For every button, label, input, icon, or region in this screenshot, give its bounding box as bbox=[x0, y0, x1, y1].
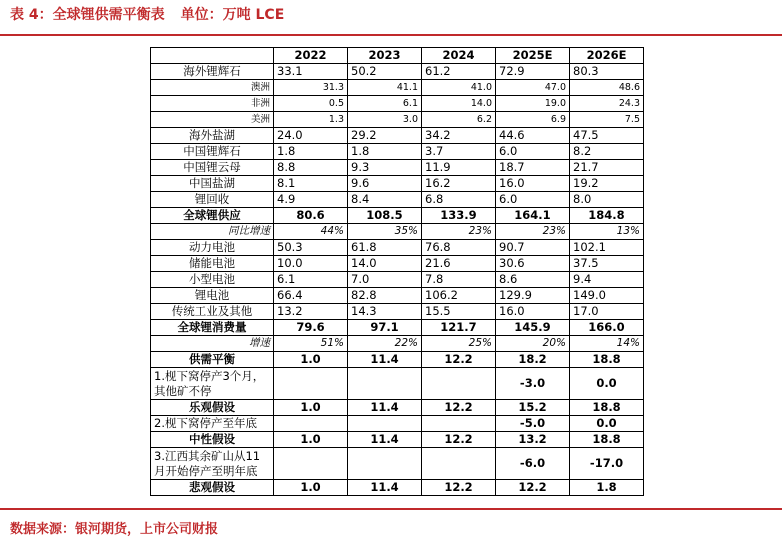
value-cell: 1.8 bbox=[274, 144, 348, 160]
value-cell bbox=[274, 448, 348, 480]
value-cell: 145.9 bbox=[496, 320, 570, 336]
value-cell: 16.2 bbox=[422, 176, 496, 192]
value-cell bbox=[348, 368, 422, 400]
header-row bbox=[151, 48, 644, 64]
value-cell: 6.9 bbox=[496, 112, 570, 128]
row-label: 悲观假设 bbox=[151, 480, 274, 496]
value-cell: 6.1 bbox=[274, 272, 348, 288]
value-cell: -17.0 bbox=[570, 448, 644, 480]
header-cell-2023: 2023 bbox=[348, 48, 422, 64]
value-cell: 7.8 bbox=[422, 272, 496, 288]
supply-demand-table bbox=[150, 47, 644, 496]
value-cell: 47.5 bbox=[570, 128, 644, 144]
value-cell: 44% bbox=[274, 224, 348, 240]
row-label: 澳洲 bbox=[151, 80, 274, 96]
value-cell: 3.0 bbox=[348, 112, 422, 128]
value-cell bbox=[348, 416, 422, 432]
value-cell: 21.6 bbox=[422, 256, 496, 272]
value-cell: 102.1 bbox=[570, 240, 644, 256]
value-cell: 50.3 bbox=[274, 240, 348, 256]
table-row bbox=[151, 144, 644, 160]
value-cell: 13.2 bbox=[274, 304, 348, 320]
value-cell: 8.6 bbox=[496, 272, 570, 288]
table-row bbox=[151, 352, 644, 368]
value-cell: 24.3 bbox=[570, 96, 644, 112]
header-cell-2026e: 2026E bbox=[570, 48, 644, 64]
row-label: 乐观假设 bbox=[151, 400, 274, 416]
header-cell-empty bbox=[151, 48, 274, 64]
table-title: 表 4：全球锂供需平衡表 bbox=[10, 7, 165, 23]
value-cell: 18.7 bbox=[496, 160, 570, 176]
value-cell: 30.6 bbox=[496, 256, 570, 272]
value-cell: 61.8 bbox=[348, 240, 422, 256]
table-row bbox=[151, 192, 644, 208]
value-cell: 13.2 bbox=[496, 432, 570, 448]
row-label: 中国锂云母 bbox=[151, 160, 274, 176]
row-label: 同比增速 bbox=[151, 224, 274, 240]
source-note: 数据来源：银河期货，上市公司财报 bbox=[10, 522, 219, 537]
value-cell: 29.2 bbox=[348, 128, 422, 144]
value-cell: 82.8 bbox=[348, 288, 422, 304]
value-cell: 72.9 bbox=[496, 64, 570, 80]
value-cell: 1.0 bbox=[274, 432, 348, 448]
value-cell: 7.5 bbox=[570, 112, 644, 128]
table-row bbox=[151, 448, 644, 480]
value-cell: 23% bbox=[422, 224, 496, 240]
value-cell: 18.2 bbox=[496, 352, 570, 368]
row-label: 中国锂辉石 bbox=[151, 144, 274, 160]
value-cell: 0.0 bbox=[570, 416, 644, 432]
value-cell: 23% bbox=[496, 224, 570, 240]
value-cell: 31.3 bbox=[274, 80, 348, 96]
table-row bbox=[151, 128, 644, 144]
value-cell: 35% bbox=[348, 224, 422, 240]
value-cell: 6.8 bbox=[422, 192, 496, 208]
table-row bbox=[151, 416, 644, 432]
value-cell: 1.3 bbox=[274, 112, 348, 128]
value-cell: 17.0 bbox=[570, 304, 644, 320]
value-cell: 166.0 bbox=[570, 320, 644, 336]
value-cell: 7.0 bbox=[348, 272, 422, 288]
value-cell: 8.4 bbox=[348, 192, 422, 208]
value-cell: 12.2 bbox=[422, 480, 496, 496]
value-cell: 8.8 bbox=[274, 160, 348, 176]
value-cell: 4.9 bbox=[274, 192, 348, 208]
value-cell: 6.2 bbox=[422, 112, 496, 128]
row-label: 2.枧下窝停产至年底 bbox=[151, 416, 274, 432]
value-cell: 20% bbox=[496, 336, 570, 352]
value-cell: 149.0 bbox=[570, 288, 644, 304]
value-cell: 1.8 bbox=[348, 144, 422, 160]
value-cell: 41.0 bbox=[422, 80, 496, 96]
value-cell: 16.0 bbox=[496, 176, 570, 192]
header-cell-2024: 2024 bbox=[422, 48, 496, 64]
table-row bbox=[151, 432, 644, 448]
table-row bbox=[151, 400, 644, 416]
value-cell: 1.8 bbox=[570, 480, 644, 496]
table-row bbox=[151, 368, 644, 400]
table-row bbox=[151, 176, 644, 192]
value-cell: 6.0 bbox=[496, 144, 570, 160]
table-row bbox=[151, 112, 644, 128]
table-row bbox=[151, 208, 644, 224]
value-cell: 8.0 bbox=[570, 192, 644, 208]
row-label: 增速 bbox=[151, 336, 274, 352]
value-cell: 9.6 bbox=[348, 176, 422, 192]
value-cell: 0.0 bbox=[570, 368, 644, 400]
value-cell: 121.7 bbox=[422, 320, 496, 336]
value-cell: -3.0 bbox=[496, 368, 570, 400]
value-cell: 8.2 bbox=[570, 144, 644, 160]
value-cell: 19.2 bbox=[570, 176, 644, 192]
value-cell: 37.5 bbox=[570, 256, 644, 272]
value-cell: 14.0 bbox=[348, 256, 422, 272]
value-cell: 15.5 bbox=[422, 304, 496, 320]
table-row bbox=[151, 480, 644, 496]
value-cell: 13% bbox=[570, 224, 644, 240]
value-cell: 6.0 bbox=[496, 192, 570, 208]
row-label: 海外盐湖 bbox=[151, 128, 274, 144]
value-cell: 14.0 bbox=[422, 96, 496, 112]
value-cell: 80.3 bbox=[570, 64, 644, 80]
table-row bbox=[151, 240, 644, 256]
row-label: 海外锂辉石 bbox=[151, 64, 274, 80]
value-cell: 66.4 bbox=[274, 288, 348, 304]
table-row bbox=[151, 320, 644, 336]
value-cell: 18.8 bbox=[570, 432, 644, 448]
bottom-rule bbox=[0, 508, 782, 510]
value-cell: 133.9 bbox=[422, 208, 496, 224]
value-cell: 80.6 bbox=[274, 208, 348, 224]
row-label: 全球锂消费量 bbox=[151, 320, 274, 336]
value-cell: 24.0 bbox=[274, 128, 348, 144]
value-cell: 21.7 bbox=[570, 160, 644, 176]
value-cell: 8.1 bbox=[274, 176, 348, 192]
value-cell bbox=[422, 448, 496, 480]
value-cell: 12.2 bbox=[496, 480, 570, 496]
value-cell: 9.4 bbox=[570, 272, 644, 288]
row-label: 美洲 bbox=[151, 112, 274, 128]
value-cell: 18.8 bbox=[570, 400, 644, 416]
row-label: 锂电池 bbox=[151, 288, 274, 304]
row-label: 中性假设 bbox=[151, 432, 274, 448]
value-cell: 51% bbox=[274, 336, 348, 352]
value-cell bbox=[274, 368, 348, 400]
row-label: 全球锂供应 bbox=[151, 208, 274, 224]
value-cell: 76.8 bbox=[422, 240, 496, 256]
value-cell: 50.2 bbox=[348, 64, 422, 80]
table-row bbox=[151, 272, 644, 288]
value-cell: 25% bbox=[422, 336, 496, 352]
value-cell: 14% bbox=[570, 336, 644, 352]
top-rule bbox=[0, 34, 782, 36]
value-cell: 1.0 bbox=[274, 400, 348, 416]
value-cell: 12.2 bbox=[422, 432, 496, 448]
value-cell bbox=[274, 416, 348, 432]
row-label: 1.枧下窝停产3个月，其他矿不停 bbox=[151, 368, 274, 400]
unit-label: 单位：万吨 LCE bbox=[180, 7, 285, 23]
value-cell: 11.4 bbox=[348, 432, 422, 448]
value-cell: 164.1 bbox=[496, 208, 570, 224]
value-cell: 97.1 bbox=[348, 320, 422, 336]
value-cell: -5.0 bbox=[496, 416, 570, 432]
value-cell: 90.7 bbox=[496, 240, 570, 256]
value-cell: 184.8 bbox=[570, 208, 644, 224]
row-label: 传统工业及其他 bbox=[151, 304, 274, 320]
value-cell: 0.5 bbox=[274, 96, 348, 112]
header-cell-2025e: 2025E bbox=[496, 48, 570, 64]
row-label: 中国盐湖 bbox=[151, 176, 274, 192]
row-label: 动力电池 bbox=[151, 240, 274, 256]
value-cell: 12.2 bbox=[422, 352, 496, 368]
row-label: 储能电池 bbox=[151, 256, 274, 272]
value-cell: 108.5 bbox=[348, 208, 422, 224]
table-container bbox=[150, 47, 644, 496]
value-cell: 41.1 bbox=[348, 80, 422, 96]
value-cell: 34.2 bbox=[422, 128, 496, 144]
value-cell: 11.4 bbox=[348, 480, 422, 496]
value-cell: 48.6 bbox=[570, 80, 644, 96]
value-cell bbox=[422, 416, 496, 432]
value-cell: 15.2 bbox=[496, 400, 570, 416]
value-cell: 12.2 bbox=[422, 400, 496, 416]
value-cell: 129.9 bbox=[496, 288, 570, 304]
value-cell: 47.0 bbox=[496, 80, 570, 96]
table-row bbox=[151, 80, 644, 96]
value-cell: 33.1 bbox=[274, 64, 348, 80]
value-cell: 6.1 bbox=[348, 96, 422, 112]
value-cell: 61.2 bbox=[422, 64, 496, 80]
value-cell: 1.0 bbox=[274, 352, 348, 368]
table-row bbox=[151, 224, 644, 240]
value-cell: 18.8 bbox=[570, 352, 644, 368]
row-label: 非洲 bbox=[151, 96, 274, 112]
value-cell: -6.0 bbox=[496, 448, 570, 480]
value-cell: 106.2 bbox=[422, 288, 496, 304]
value-cell: 3.7 bbox=[422, 144, 496, 160]
value-cell: 16.0 bbox=[496, 304, 570, 320]
table-row bbox=[151, 64, 644, 80]
table-row bbox=[151, 256, 644, 272]
value-cell: 22% bbox=[348, 336, 422, 352]
table-body bbox=[151, 48, 644, 496]
value-cell: 1.0 bbox=[274, 480, 348, 496]
value-cell: 44.6 bbox=[496, 128, 570, 144]
table-row bbox=[151, 336, 644, 352]
value-cell bbox=[348, 448, 422, 480]
value-cell: 11.9 bbox=[422, 160, 496, 176]
header-cell-2022: 2022 bbox=[274, 48, 348, 64]
value-cell: 14.3 bbox=[348, 304, 422, 320]
row-label: 小型电池 bbox=[151, 272, 274, 288]
value-cell: 11.4 bbox=[348, 352, 422, 368]
value-cell: 79.6 bbox=[274, 320, 348, 336]
row-label: 锂回收 bbox=[151, 192, 274, 208]
value-cell bbox=[422, 368, 496, 400]
table-row bbox=[151, 160, 644, 176]
table-row bbox=[151, 96, 644, 112]
value-cell: 9.3 bbox=[348, 160, 422, 176]
table-caption bbox=[10, 4, 300, 26]
value-cell: 10.0 bbox=[274, 256, 348, 272]
row-label: 3.江西其余矿山从11月开始停产至明年底 bbox=[151, 448, 274, 480]
table-row bbox=[151, 288, 644, 304]
row-label: 供需平衡 bbox=[151, 352, 274, 368]
value-cell: 11.4 bbox=[348, 400, 422, 416]
table-row bbox=[151, 304, 644, 320]
value-cell: 19.0 bbox=[496, 96, 570, 112]
